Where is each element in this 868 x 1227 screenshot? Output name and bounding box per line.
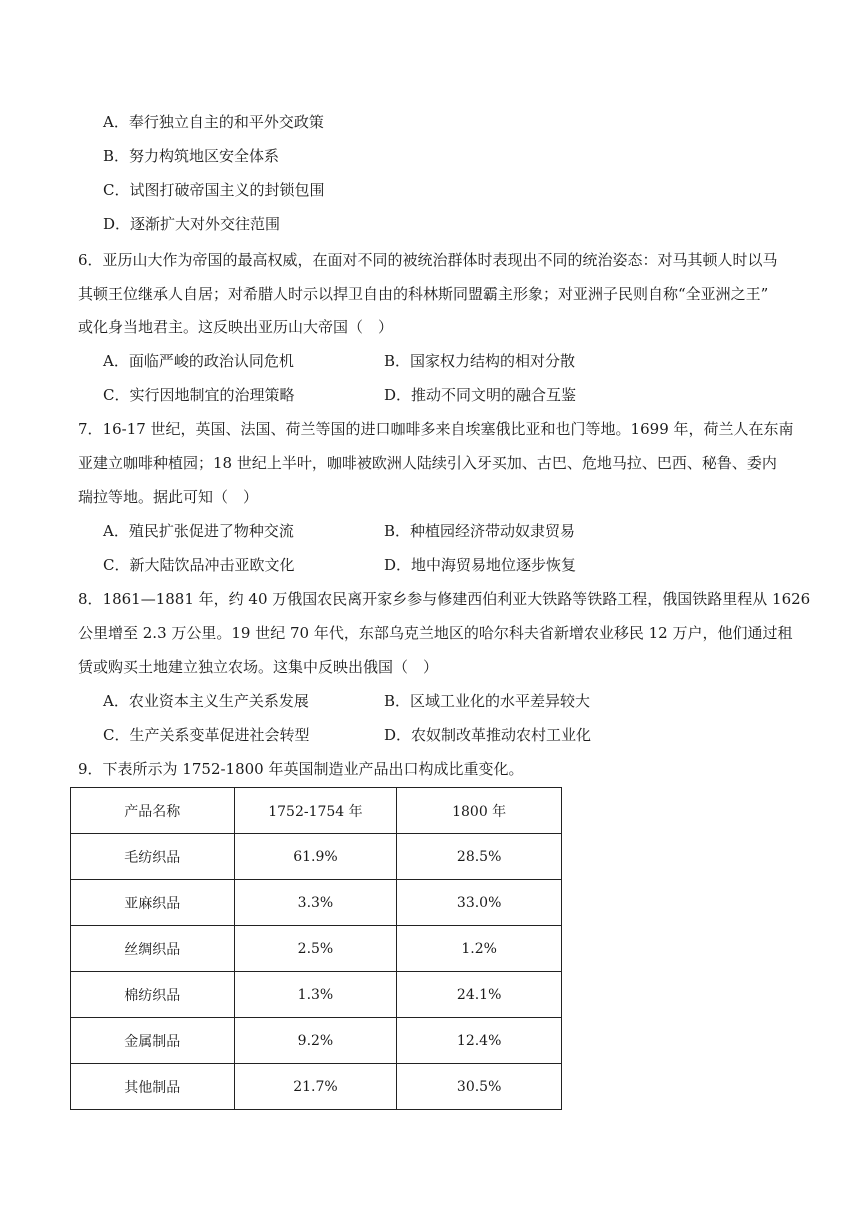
q7-option-d: D．地中海贸易地位逐步恢复 bbox=[384, 556, 577, 574]
table-cell: 金属制品 bbox=[71, 1018, 235, 1064]
table-row bbox=[71, 1018, 562, 1064]
table-cell: 3.3% bbox=[234, 880, 397, 926]
table-header-cell: 1800 年 bbox=[397, 788, 562, 834]
table-cell: 棉纺织品 bbox=[71, 972, 235, 1018]
q8-option-b: B．区域工业化的水平差异较大 bbox=[384, 692, 591, 710]
q6-option-d: D．推动不同文明的融合互鉴 bbox=[384, 386, 577, 404]
table-cell: 丝绸织品 bbox=[71, 926, 235, 972]
q8-option-c: C．生产关系变革促进社会转型 bbox=[103, 726, 310, 744]
q5-option-b: B．努力构筑地区安全体系 bbox=[103, 147, 280, 165]
q8-option-d: D．农奴制改革推动农村工业化 bbox=[384, 726, 592, 744]
q8-stem-line-3: 赁或购买土地建立独立农场。这集中反映出俄国（ ） bbox=[78, 658, 439, 676]
q8-options-row-1 bbox=[103, 691, 803, 711]
q6-option-b: B．国家权力结构的相对分散 bbox=[384, 352, 576, 370]
q9-stem: 9．下表所示为 1752-1800 年英国制造业产品出口构成比重变化。 bbox=[78, 760, 524, 778]
table-cell: 9.2% bbox=[234, 1018, 397, 1064]
q6-stem-line-1: 6．亚历山大作为帝国的最高权威，在面对不同的被统治群体时表现出不同的统治姿态：对马其顿人时以马 bbox=[78, 251, 778, 269]
q5-option-a: A．奉行独立自主的和平外交政策 bbox=[103, 113, 324, 131]
q7-stem-line-1: 7．16-17 世纪，英国、法国、荷兰等国的进口咖啡多来自埃塞俄比亚和也门等地。1699 年，荷兰人在东南 bbox=[78, 420, 794, 438]
q6-stem-line-3: 或化身当地君主。这反映出亚历山大帝国（ ） bbox=[78, 318, 394, 336]
table-cell: 1.3% bbox=[234, 972, 397, 1018]
q7-option-b: B．种植园经济带动奴隶贸易 bbox=[384, 522, 576, 540]
table-cell: 30.5% bbox=[397, 1064, 562, 1110]
table-cell: 33.0% bbox=[397, 880, 562, 926]
q6-options-row-2 bbox=[103, 385, 803, 405]
q7-option-c: C．新大陆饮品冲击亚欧文化 bbox=[103, 556, 295, 574]
table-header-cell: 1752-1754 年 bbox=[234, 788, 397, 834]
table-cell: 毛纺织品 bbox=[71, 834, 235, 880]
table-header-row bbox=[71, 788, 562, 834]
q6-option-c: C．实行因地制宜的治理策略 bbox=[103, 386, 295, 404]
table-row bbox=[71, 880, 562, 926]
q7-stem-line-3: 瑞拉等地。据此可知（ ） bbox=[78, 488, 259, 506]
table-cell: 28.5% bbox=[397, 834, 562, 880]
table-row bbox=[71, 972, 562, 1018]
q6-stem-line-2: 其顿王位继承人自居；对希腊人时示以捍卫自由的科林斯同盟霸主形象；对亚洲子民则自称“全亚洲之王” bbox=[78, 285, 769, 303]
table-cell: 1.2% bbox=[397, 926, 562, 972]
q8-options-row-2 bbox=[103, 725, 803, 745]
table-row bbox=[71, 926, 562, 972]
table-cell: 其他制品 bbox=[71, 1064, 235, 1110]
table-header-cell: 产品名称 bbox=[71, 788, 235, 834]
q5-option-d: D．逐渐扩大对外交往范围 bbox=[103, 215, 281, 233]
export-composition-table bbox=[70, 787, 562, 1110]
table-cell: 21.7% bbox=[234, 1064, 397, 1110]
q8-stem-line-1: 8．1861—1881 年，约 40 万俄国农民离开家乡参与修建西伯利亚大铁路等铁路工程，俄国铁路里程从 1626 bbox=[78, 590, 811, 608]
q5-option-c: C．试图打破帝国主义的封锁包围 bbox=[103, 181, 325, 199]
q7-option-a: A．殖民扩张促进了物种交流 bbox=[103, 522, 294, 540]
q7-options-row-1 bbox=[103, 521, 803, 541]
q8-option-a: A．农业资本主义生产关系发展 bbox=[103, 692, 309, 710]
table-cell: 亚麻织品 bbox=[71, 880, 235, 926]
table-cell: 24.1% bbox=[397, 972, 562, 1018]
table-cell: 2.5% bbox=[234, 926, 397, 972]
table-row bbox=[71, 1064, 562, 1110]
q8-stem-line-2: 公里增至 2.3 万公里。19 世纪 70 年代，东部乌克兰地区的哈尔科夫省新增农业移民 12 万户，他们通过租 bbox=[78, 624, 793, 642]
q7-stem-line-2: 亚建立咖啡种植园；18 世纪上半叶，咖啡被欧洲人陆续引入牙买加、古巴、危地马拉、巴西、秘鲁、委内 bbox=[78, 454, 777, 472]
table-row bbox=[71, 834, 562, 880]
q6-option-a: A．面临严峻的政治认同危机 bbox=[103, 352, 294, 370]
table-cell: 12.4% bbox=[397, 1018, 562, 1064]
q6-options-row-1 bbox=[103, 351, 803, 371]
table-cell: 61.9% bbox=[234, 834, 397, 880]
q7-options-row-2 bbox=[103, 555, 803, 575]
